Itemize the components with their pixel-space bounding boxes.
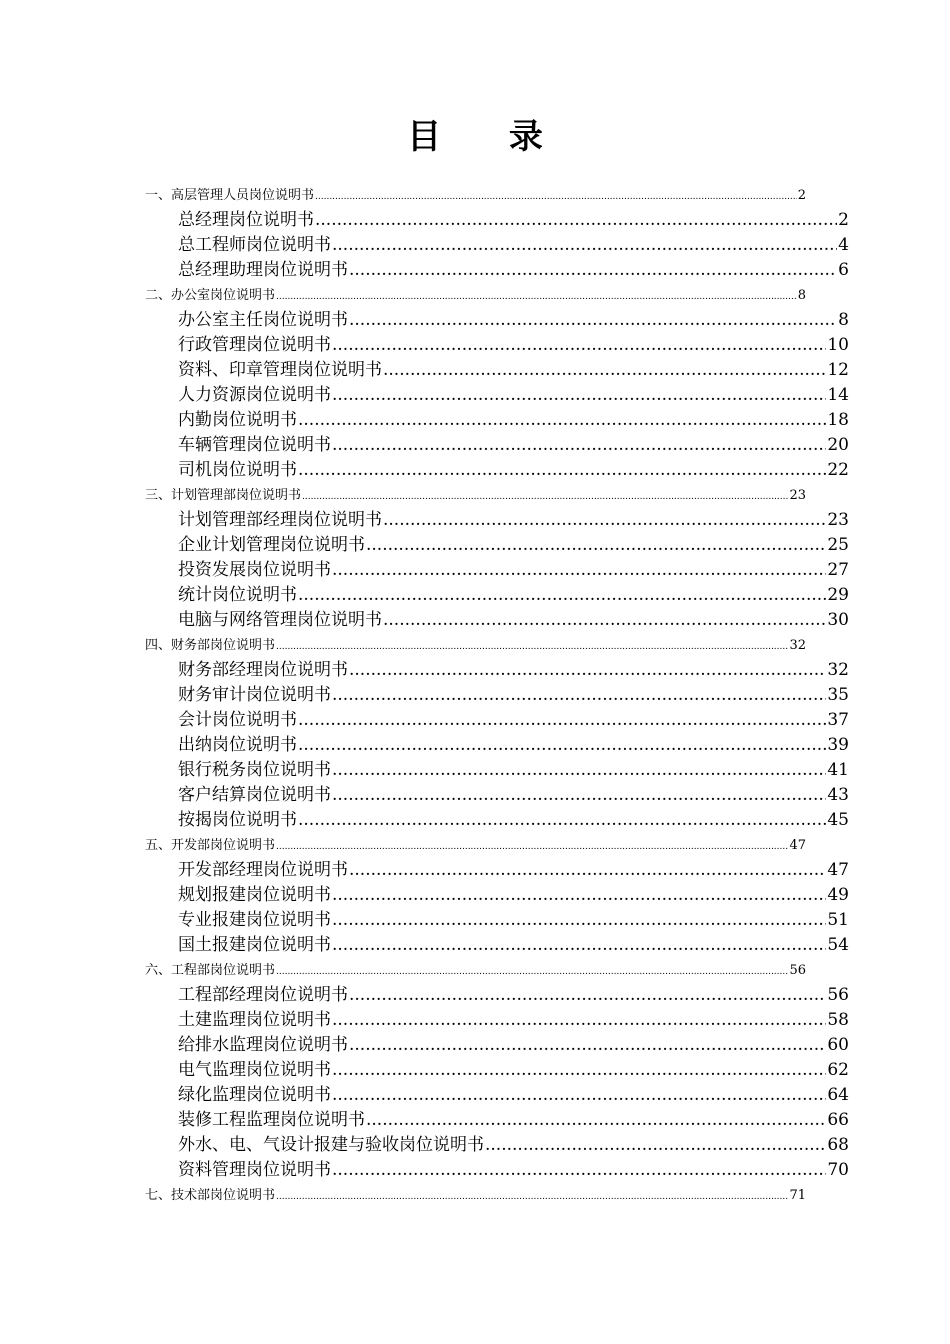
toc-dot-leader: [315, 185, 797, 208]
toc-page-number: 47: [789, 838, 806, 853]
toc-page-number: 12: [827, 360, 849, 380]
toc-page-number: 23: [789, 488, 806, 503]
toc-dot-leader: [332, 233, 837, 258]
toc-dot-leader: [332, 683, 826, 708]
toc-page-number: 27: [827, 560, 849, 580]
toc-dot-leader: [332, 933, 826, 958]
toc-entry[interactable]: [178, 683, 849, 708]
toc-entry-label: 开发部经理岗位说明书: [178, 860, 348, 880]
toc-entry-label: 企业计划管理岗位说明书: [178, 535, 365, 555]
toc-entry[interactable]: [178, 1158, 849, 1183]
toc-entry[interactable]: [178, 808, 849, 833]
toc-dot-leader: [366, 1108, 826, 1133]
toc-dot-leader: [276, 960, 788, 983]
toc-dot-leader: [332, 433, 826, 458]
toc-dot-leader: [332, 1158, 826, 1183]
toc-page-number: 30: [827, 610, 849, 630]
toc-dot-leader: [349, 858, 826, 883]
toc-page-number: 68: [827, 1135, 849, 1155]
toc-dot-leader: [298, 733, 826, 758]
toc-entry[interactable]: [178, 583, 849, 608]
toc-section-entry[interactable]: [145, 1183, 806, 1208]
toc-entry-label: 客户结算岗位说明书: [178, 785, 331, 805]
toc-dot-leader: [332, 908, 826, 933]
toc-entry-label: 工程部经理岗位说明书: [178, 985, 348, 1005]
toc-entry-label: 总经理助理岗位说明书: [178, 260, 348, 280]
toc-page-number: 18: [827, 410, 849, 430]
toc-page-number: 20: [827, 435, 849, 455]
toc-page-number: 4: [838, 235, 849, 255]
toc-dot-leader: [332, 333, 826, 358]
toc-entry[interactable]: [178, 933, 849, 958]
toc-entry[interactable]: [178, 1008, 849, 1033]
toc-entry[interactable]: [178, 708, 849, 733]
toc-entry[interactable]: [178, 1133, 849, 1158]
toc-page-number: 35: [827, 685, 849, 705]
toc-entry[interactable]: [178, 558, 849, 583]
toc-section-entry[interactable]: [145, 633, 806, 658]
toc-entry-label: 规划报建岗位说明书: [178, 885, 331, 905]
toc-entry-label: 财务部经理岗位说明书: [178, 660, 348, 680]
toc-entry-label: 人力资源岗位说明书: [178, 385, 331, 405]
toc-section-entry[interactable]: [145, 483, 806, 508]
toc-page-number: 32: [827, 660, 849, 680]
toc-dot-leader: [349, 258, 837, 283]
toc-entry-label: 按揭岗位说明书: [178, 810, 297, 830]
toc-entry[interactable]: [178, 658, 849, 683]
toc-entry[interactable]: [178, 1058, 849, 1083]
toc-entry-label: 车辆管理岗位说明书: [178, 435, 331, 455]
toc-page-number: 66: [827, 1110, 849, 1130]
toc-entry-label: 一、高层管理人员岗位说明书: [145, 188, 315, 203]
toc-entry-label: 装修工程监理岗位说明书: [178, 1110, 365, 1130]
toc-entry[interactable]: [178, 258, 849, 283]
toc-entry-label: 七、技术部岗位说明书: [145, 1188, 276, 1203]
toc-dot-leader: [332, 383, 826, 408]
toc-page-number: 29: [827, 585, 849, 605]
toc-page-number: 45: [827, 810, 849, 830]
toc-entry-label: 司机岗位说明书: [178, 460, 297, 480]
toc-entry[interactable]: [178, 333, 849, 358]
toc-dot-leader: [485, 1133, 826, 1158]
toc-entry-label: 资料、印章管理岗位说明书: [178, 360, 382, 380]
toc-entry-label: 出纳岗位说明书: [178, 735, 297, 755]
toc-page-number: 60: [827, 1035, 849, 1055]
toc-section-entry[interactable]: [145, 833, 806, 858]
toc-page-number: 39: [827, 735, 849, 755]
toc-entry[interactable]: [178, 383, 849, 408]
toc-entry-label: 银行税务岗位说明书: [178, 760, 331, 780]
toc-dot-leader: [276, 635, 788, 658]
toc-entry[interactable]: [178, 758, 849, 783]
toc-section-entry[interactable]: [145, 958, 806, 983]
toc-entry[interactable]: [178, 1083, 849, 1108]
toc-page-number: 2: [797, 188, 806, 203]
toc-dot-leader: [276, 1185, 788, 1208]
toc-entry-label: 办公室主任岗位说明书: [178, 310, 348, 330]
toc-page-number: 62: [827, 1060, 849, 1080]
toc-dot-leader: [332, 1008, 826, 1033]
toc-page-number: 32: [789, 638, 806, 653]
toc-entry[interactable]: [178, 508, 849, 533]
toc-entry-label: 专业报建岗位说明书: [178, 910, 331, 930]
toc-entry-label: 投资发展岗位说明书: [178, 560, 331, 580]
table-of-contents: [0, 183, 950, 1208]
toc-entry-label: 统计岗位说明书: [178, 585, 297, 605]
toc-entry-label: 给排水监理岗位说明书: [178, 1035, 348, 1055]
toc-entry[interactable]: [178, 858, 849, 883]
toc-entry-label: 总经理岗位说明书: [178, 210, 314, 230]
toc-dot-leader: [298, 708, 826, 733]
toc-entry[interactable]: [178, 408, 849, 433]
toc-page-number: 10: [827, 335, 849, 355]
toc-dot-leader: [332, 558, 826, 583]
toc-entry[interactable]: [178, 608, 849, 633]
toc-dot-leader: [332, 783, 826, 808]
toc-dot-leader: [298, 808, 826, 833]
toc-dot-leader: [332, 883, 826, 908]
toc-dot-leader: [383, 608, 826, 633]
toc-entry-label: 四、财务部岗位说明书: [145, 638, 276, 653]
toc-page-number: 70: [827, 1160, 849, 1180]
toc-entry-label: 资料管理岗位说明书: [178, 1160, 331, 1180]
toc-page-number: 41: [827, 760, 849, 780]
toc-entry-label: 五、开发部岗位说明书: [145, 838, 276, 853]
toc-page-number: 71: [789, 1188, 806, 1203]
toc-page-number: 47: [827, 860, 849, 880]
toc-page-number: 56: [827, 985, 849, 1005]
toc-page-number: 43: [827, 785, 849, 805]
page-title: 目 录: [407, 117, 571, 157]
toc-dot-leader: [332, 1083, 826, 1108]
toc-entry-label: 二、办公室岗位说明书: [145, 288, 276, 303]
toc-page-number: 25: [827, 535, 849, 555]
toc-page-number: 8: [797, 288, 806, 303]
toc-dot-leader: [276, 285, 797, 308]
toc-dot-leader: [302, 485, 788, 508]
toc-page-number: 6: [838, 260, 849, 280]
toc-page-number: 23: [827, 510, 849, 530]
toc-page-number: 8: [838, 310, 849, 330]
toc-entry-label: 国土报建岗位说明书: [178, 935, 331, 955]
toc-entry[interactable]: [178, 908, 849, 933]
toc-entry[interactable]: [178, 1033, 849, 1058]
toc-page-number: 58: [827, 1010, 849, 1030]
toc-entry-label: 电脑与网络管理岗位说明书: [178, 610, 382, 630]
toc-page-number: 37: [827, 710, 849, 730]
toc-entry-label: 绿化监理岗位说明书: [178, 1085, 331, 1105]
toc-page-number: 54: [827, 935, 849, 955]
toc-page-number: 22: [827, 460, 849, 480]
toc-page-number: 51: [827, 910, 849, 930]
toc-entry[interactable]: [178, 1108, 849, 1133]
toc-section-entry[interactable]: [145, 183, 806, 208]
toc-entry-label: 六、工程部岗位说明书: [145, 963, 276, 978]
toc-entry-label: 会计岗位说明书: [178, 710, 297, 730]
toc-entry[interactable]: [178, 208, 849, 233]
toc-entry[interactable]: [178, 233, 849, 258]
toc-page-number: 56: [789, 963, 806, 978]
toc-dot-leader: [298, 458, 826, 483]
toc-entry[interactable]: [178, 308, 849, 333]
toc-dot-leader: [315, 208, 837, 233]
toc-entry[interactable]: [178, 533, 849, 558]
toc-entry[interactable]: [178, 458, 849, 483]
toc-entry[interactable]: [178, 358, 849, 383]
toc-dot-leader: [349, 1033, 826, 1058]
toc-dot-leader: [298, 583, 826, 608]
toc-dot-leader: [276, 835, 788, 858]
toc-dot-leader: [366, 533, 826, 558]
toc-entry-label: 计划管理部经理岗位说明书: [178, 510, 382, 530]
toc-entry-label: 总工程师岗位说明书: [178, 235, 331, 255]
toc-page-number: 14: [827, 385, 849, 405]
toc-entry-label: 内勤岗位说明书: [178, 410, 297, 430]
toc-entry[interactable]: [178, 433, 849, 458]
toc-page-number: 64: [827, 1085, 849, 1105]
toc-entry-label: 外水、电、气设计报建与验收岗位说明书: [178, 1135, 484, 1155]
toc-dot-leader: [332, 758, 826, 783]
toc-entry-label: 财务审计岗位说明书: [178, 685, 331, 705]
toc-dot-leader: [332, 1058, 826, 1083]
toc-entry-label: 土建监理岗位说明书: [178, 1010, 331, 1030]
toc-page-number: 49: [827, 885, 849, 905]
toc-entry[interactable]: [178, 983, 849, 1008]
toc-dot-leader: [349, 658, 826, 683]
toc-dot-leader: [298, 408, 826, 433]
toc-entry[interactable]: [178, 783, 849, 808]
toc-dot-leader: [383, 358, 826, 383]
toc-dot-leader: [383, 508, 826, 533]
toc-page-number: 2: [838, 210, 849, 230]
toc-entry[interactable]: [178, 883, 849, 908]
toc-dot-leader: [349, 983, 826, 1008]
toc-section-entry[interactable]: [145, 283, 806, 308]
toc-entry[interactable]: [178, 733, 849, 758]
toc-dot-leader: [349, 308, 837, 333]
toc-entry-label: 电气监理岗位说明书: [178, 1060, 331, 1080]
toc-entry-label: 行政管理岗位说明书: [178, 335, 331, 355]
toc-entry-label: 三、计划管理部岗位说明书: [145, 488, 302, 503]
